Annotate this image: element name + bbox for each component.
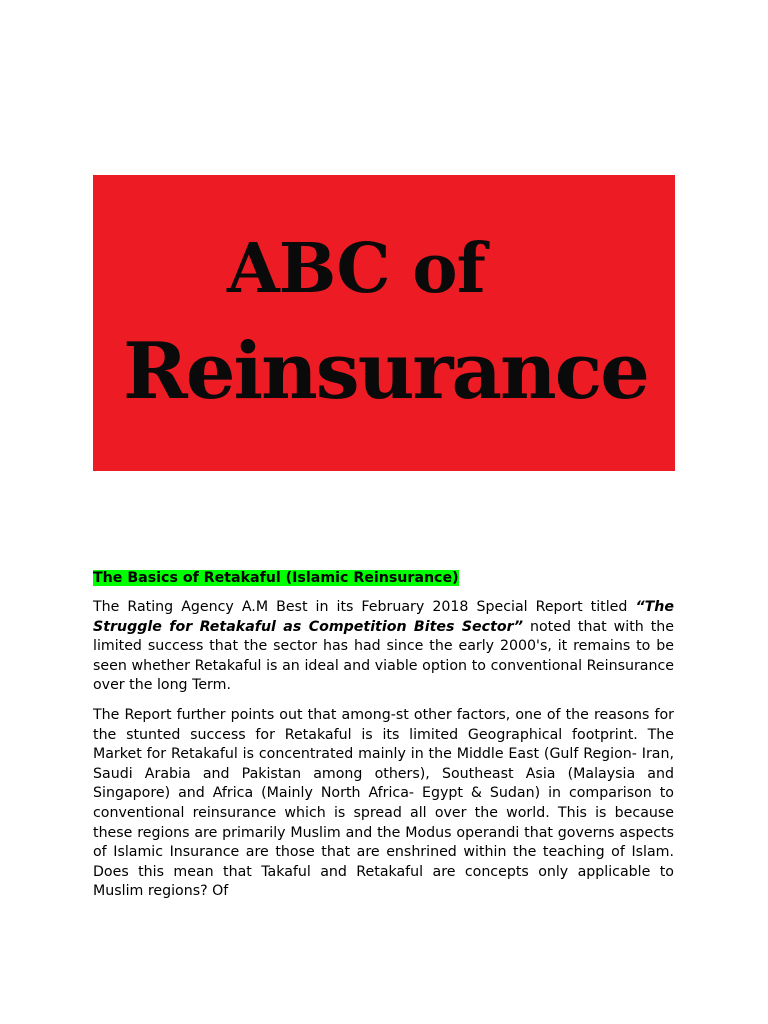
banner-title-line-2: Reinsurance (123, 326, 648, 417)
section-heading-text: The Basics of Retakaful (Islamic Reinsurance) (93, 570, 459, 586)
paragraph-1 (93, 598, 674, 696)
document-body (93, 569, 674, 912)
title-banner (93, 175, 675, 471)
paragraph-1-intro: The Rating Agency A.M Best in its February 2018 Special Report titled (93, 599, 636, 615)
section-heading (93, 569, 674, 588)
paragraph-1-rest: noted that with the limited success that the sector has had since the early 2000's, it remains to be seen whether Retakaful is an ideal and viable option to conventional Reinsurance over the long Term. (93, 618, 675, 694)
paragraph-2: The Report further points out that among-st other factors, one of the reasons for the stunted success for Retakaful is its limited Geographical footprint. The Market for Retakaful is concentrated mainly in the Middle East (Gulf Region- Iran, Saudi Arabia and Pakistan among others), Southeast Asia (Malaysia and Singapore) and Africa (Mainly North Africa- Egypt & Sudan) in comparison to conventional reinsurance which is spread all over the world. This is because these regions are primarily Muslim and the Modus operandi that governs aspects of Islamic Insurance are those that are enshrined within the teaching of Islam. Does this mean that Takaful and Retakaful are concepts only applicable to Muslim regions? Of (93, 706, 674, 900)
banner-title-line-1: ABC of (227, 229, 485, 309)
report-title-quote: “The Struggle for Retakaful as Competition Bites Sector” (93, 599, 674, 635)
